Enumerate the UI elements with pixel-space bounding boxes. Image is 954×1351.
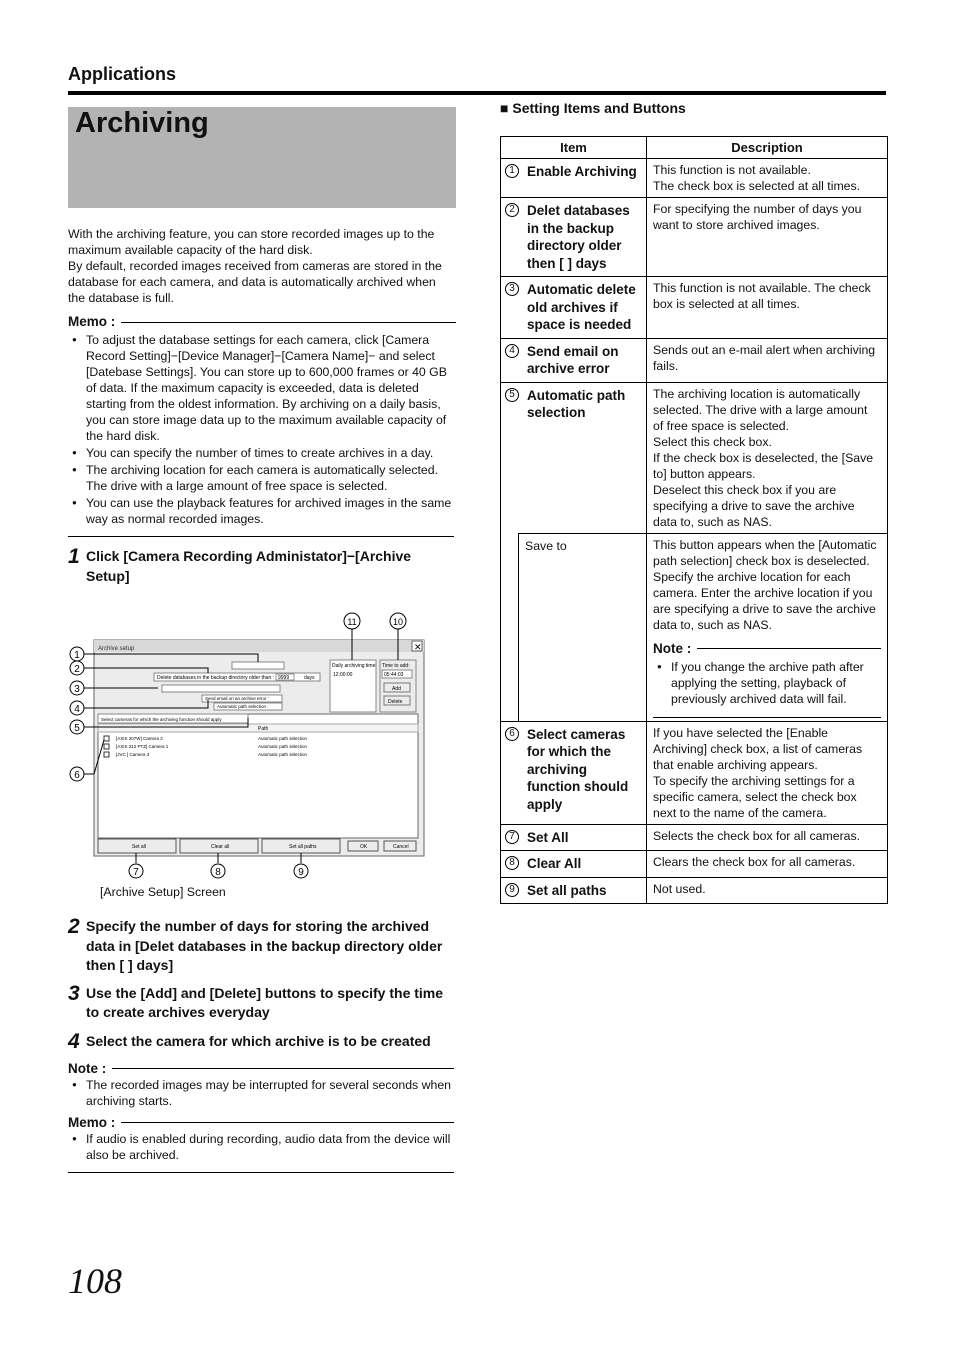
set-all-button: Set all xyxy=(132,844,146,850)
table-row: 1 Enable Archiving This function is not available. The check box is selected at all times. xyxy=(501,159,888,198)
table-row: 6 Select cameras for which the archiving function should apply If you have selected the [Enable Archiving] check box, a list of cameras that enable archiving appears. To specify the archiving settings for a specific camera, select the check box next to the name of the camera. xyxy=(501,721,888,824)
callout-5 xyxy=(70,720,84,734)
settings-table xyxy=(500,136,888,904)
callout-11 xyxy=(344,613,360,629)
svg-text:7: 7 xyxy=(133,867,139,878)
memo-1-item: ● The archiving location for each camera is automatically selected. The drive with a large amount of free space is selected. xyxy=(68,462,456,494)
col-desc-header: Description xyxy=(647,137,888,159)
days-unit: days xyxy=(304,675,315,681)
auto-path-label: Automatic path selection : xyxy=(217,704,269,709)
title-box xyxy=(68,107,456,208)
table-row: 5 Automatic path selection The archiving location is automatically selected. The drive with a large amount of free space is selected. Select this check box. If the check box is deselected, the [Save to] button appears. Deselect this check box if you are specifying a drive to save the archive data to, such as NAS. xyxy=(501,382,888,533)
camera-row: [AXIS 212 PTZ] Camera 1 xyxy=(116,744,169,749)
table-row: 9 Set all paths Not used. xyxy=(501,877,888,904)
daily-time-label: Daily archiving time xyxy=(332,663,376,669)
table-row-save-to: Save to This button appears when the [Automatic path selection] check box is deselected. Specify the archive location for each camera. Enter the archive location if you are specifying a drive to save the archive data to, such as NAS. Note : ● If you change the archive path after applying the setting, playback of previously archived data will fail. xyxy=(501,533,888,721)
daily-time-value: 12:00:00 xyxy=(333,672,353,678)
memo-1-heading: Memo : xyxy=(68,314,456,330)
intro-paragraph-2: By default, recorded images received from cameras are stored in the database for each camera, and data is automatically archived when the database is full. xyxy=(68,259,442,305)
days-value: 9999 xyxy=(278,675,290,681)
svg-text:10: 10 xyxy=(392,617,404,627)
table-row: 3 Automatic delete old archives if space is needed This function is not available. The check box is selected at all times. xyxy=(501,277,888,339)
memo-1-item: ● You can use the playback features for archived images in the same way as normal recorded images. xyxy=(68,495,456,527)
set-all-paths-button: Set all paths xyxy=(289,844,317,850)
svg-text:2: 2 xyxy=(74,664,80,675)
camera-row: [JVC ] Camera 3 xyxy=(116,752,150,757)
step-2: 2 Specify the number of days for storing the archived data in [Delet databases in the backup directory older then [ ] days] xyxy=(68,915,443,973)
svg-text:5: 5 xyxy=(74,723,80,734)
add-button: Add xyxy=(392,686,401,692)
svg-text:4: 4 xyxy=(74,704,80,715)
send-email-label: Send email on an archive error : xyxy=(205,696,270,701)
memo-2-item: ● If audio is enabled during recording, audio data from the device will also be archived. xyxy=(68,1131,454,1163)
svg-text:11: 11 xyxy=(347,617,357,627)
svg-text:✕: ✕ xyxy=(414,642,422,652)
table-row: 2 Delet databases in the backup directory older then [ ] days For specifying the number of days you want to store archived images. xyxy=(501,198,888,277)
cancel-button: Cancel xyxy=(393,844,409,850)
intro-paragraph-1: With the archiving feature, you can store recorded images up to the maximum available capacity of the hard disk. xyxy=(68,227,435,257)
window-title: Archive setup xyxy=(98,646,135,652)
callout-8 xyxy=(211,864,225,878)
time-to-add-value: 05:44:03 xyxy=(384,672,404,678)
callout-1 xyxy=(70,647,84,661)
camera-path: Automatic path selection xyxy=(258,752,308,757)
memo-2 xyxy=(68,1115,454,1173)
time-to-add-label: Time to add: xyxy=(382,663,410,669)
memo-1 xyxy=(68,314,456,537)
table-row: 8 Clear All Clears the check box for all cameras. xyxy=(501,851,888,878)
table-row: 7 Set All Selects the check box for all cameras. xyxy=(501,824,888,851)
header-rule xyxy=(68,91,886,95)
step-1: 1 Click [Camera Recording Administator]−[Archive Setup] xyxy=(68,545,412,584)
note-1-heading: Note : xyxy=(68,1061,454,1076)
page-number: 108 xyxy=(68,1261,122,1301)
ok-button: OK xyxy=(360,844,368,850)
save-to-note: Note : ● If you change the archive path after applying the setting, playback of previously archived data will fail. xyxy=(653,641,881,718)
col-item-header: Item xyxy=(501,137,647,159)
save-to-note-item: ● If you change the archive path after applying the setting, playback of previously archived data will fail. xyxy=(653,659,881,707)
delete-button: Delete xyxy=(388,699,403,705)
settings-heading: ■ Setting Items and Buttons xyxy=(500,100,686,116)
section-header: Applications xyxy=(68,64,177,84)
select-cameras-label: Select cameras for which the archiving function should apply xyxy=(101,717,222,722)
callout-4 xyxy=(70,701,84,715)
callout-10 xyxy=(390,613,406,629)
svg-text:9: 9 xyxy=(298,867,304,878)
memo-1-item: ● You can specify the number of times to create archives in a day. xyxy=(68,445,456,461)
delete-label: Delete databases in the backup directory older than : xyxy=(157,675,275,681)
figure-caption: [Archive Setup] Screen xyxy=(100,885,226,899)
memo-1-item: ● To adjust the database settings for each camera, click [Camera Record Setting]−[Device Manager]−[Camera Name]− and select [Datebase Settings]. You can store up to 600,000 frames or 40 GB of data. If the maximum capacity is exceeded, data is deleted starting from the oldest information. By archiving on a daily basis, you can store image data up to the maximum available capacity of the hard disk. xyxy=(68,332,456,444)
callout-7 xyxy=(129,864,143,878)
left-column xyxy=(68,226,456,586)
svg-text:6: 6 xyxy=(74,770,80,781)
memo-2-heading: Memo : xyxy=(68,1115,454,1130)
left-lower xyxy=(68,917,454,1173)
callout-9 xyxy=(294,864,308,878)
clear-all-button: Clear all xyxy=(211,844,230,850)
page-title: Archiving xyxy=(75,107,209,139)
save-to-desc: This button appears when the [Automatic path selection] check box is deselected. Specify the archive location for each camera. Enter the archive location if you are specifying a drive to save the archive data to, such as NAS. xyxy=(653,537,877,632)
callout-3 xyxy=(70,681,84,695)
camera-path: Automatic path selection xyxy=(258,736,308,741)
camera-path: Automatic path selection xyxy=(258,744,308,749)
note-1 xyxy=(68,1061,454,1109)
step-3: 3 Use the [Add] and [Delete] buttons to specify the time to create archives everyday xyxy=(68,981,444,1020)
note-1-item: ● The recorded images may be interrupted for several seconds when archiving starts. xyxy=(68,1077,454,1109)
svg-text:1: 1 xyxy=(74,650,80,661)
svg-text:8: 8 xyxy=(215,867,221,878)
archive-setup-figure xyxy=(68,610,438,885)
step-4: 4 Select the camera for which archive is to be created xyxy=(68,1029,431,1053)
callout-2 xyxy=(70,661,84,675)
callout-6 xyxy=(70,767,84,781)
svg-text:3: 3 xyxy=(74,684,80,695)
path-header: Path xyxy=(258,726,269,732)
table-row: 4 Send email on archive error Sends out an e-mail alert when archiving fails. xyxy=(501,338,888,382)
camera-row: [AXIS 207W] Camera 2 xyxy=(116,736,163,741)
